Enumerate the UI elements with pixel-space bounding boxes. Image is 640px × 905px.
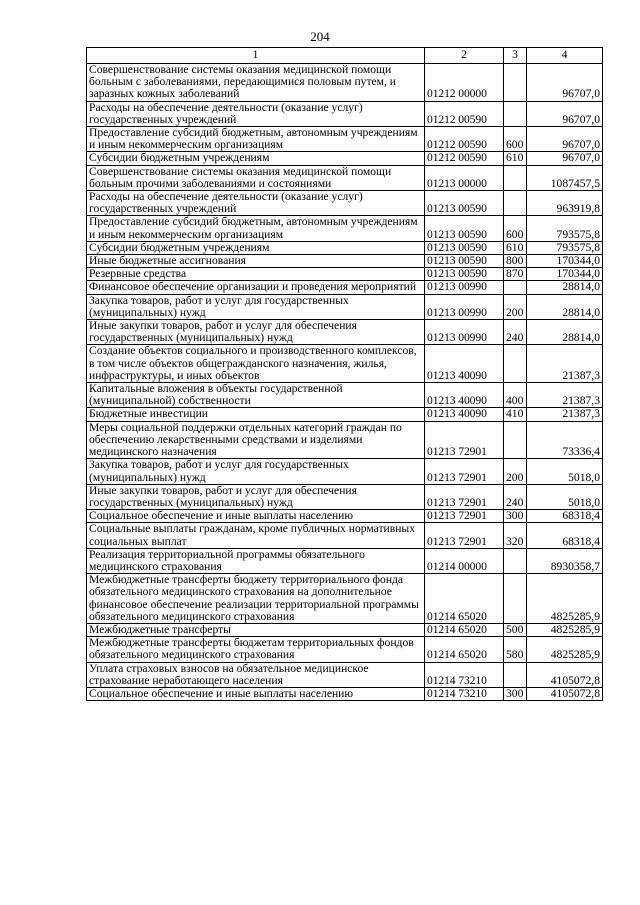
- table-row: [87, 484, 603, 509]
- row-type: [504, 101, 527, 126]
- table-row: [87, 241, 603, 254]
- row-name: Иные закупки товаров, работ и услуг для обеспечения государственных (муниципальных) нужд: [87, 320, 425, 345]
- row-name: Меры социальной поддержки отдельных категорий граждан по обеспечению лекарственными средствами и изделиями медицинского назначения: [87, 421, 425, 459]
- table-row: [87, 191, 603, 216]
- row-code: 01213 00590: [425, 241, 504, 254]
- row-code: 01214 73210: [425, 662, 504, 687]
- row-sum: 5018,0: [527, 459, 603, 484]
- row-code: 01213 72901: [425, 459, 504, 484]
- row-code: 01213 40090: [425, 345, 504, 383]
- table-row: [87, 510, 603, 523]
- row-name: Субсидии бюджетным учреждениям: [87, 152, 425, 165]
- table-row: [87, 152, 603, 165]
- row-code: 01214 73210: [425, 687, 504, 700]
- row-name: Капитальные вложения в объекты государственной (муниципальной) собственности: [87, 383, 425, 408]
- row-name: Резервные средства: [87, 268, 425, 281]
- row-type: 320: [504, 523, 527, 548]
- table-row: [87, 662, 603, 687]
- row-sum: 21387,3: [527, 345, 603, 383]
- row-type: 200: [504, 294, 527, 319]
- table-row: [87, 548, 603, 573]
- row-type: [504, 345, 527, 383]
- row-name: Межбюджетные трансферты бюджетам территориальных фондов обязательного медицинского страхования: [87, 637, 425, 662]
- row-code: 01213 72901: [425, 510, 504, 523]
- row-type: 200: [504, 459, 527, 484]
- row-name: Уплата страховых взносов на обязательное медицинское страхование неработающего населения: [87, 662, 425, 687]
- budget-table: [86, 47, 603, 701]
- row-name: Закупка товаров, работ и услуг для государственных (муниципальных) нужд: [87, 459, 425, 484]
- row-name: Иные закупки товаров, работ и услуг для обеспечения государственных (муниципальных) нужд: [87, 484, 425, 509]
- row-name: Социальные выплаты гражданам, кроме публичных нормативных социальных выплат: [87, 523, 425, 548]
- row-name: Совершенствование системы оказания медицинской помощи больным прочими заболеваниями и состояниями: [87, 165, 425, 190]
- row-type: [504, 548, 527, 573]
- row-sum: 96707,0: [527, 64, 603, 102]
- row-type: [504, 662, 527, 687]
- table-row: [87, 320, 603, 345]
- header-col-code: 2: [425, 48, 504, 64]
- table-row: [87, 623, 603, 636]
- row-type: 500: [504, 623, 527, 636]
- row-type: 870: [504, 268, 527, 281]
- row-sum: 170344,0: [527, 268, 603, 281]
- row-sum: 68318,4: [527, 510, 603, 523]
- row-name: Реализация территориальной программы обязательного медицинского страхования: [87, 548, 425, 573]
- table-row: [87, 101, 603, 126]
- row-code: 01213 72901: [425, 523, 504, 548]
- row-type: 300: [504, 510, 527, 523]
- row-name: Субсидии бюджетным учреждениям: [87, 241, 425, 254]
- header-col-name: 1: [87, 48, 425, 64]
- row-type: 300: [504, 687, 527, 700]
- table-row: [87, 268, 603, 281]
- page-number: 204: [310, 29, 330, 44]
- row-type: [504, 421, 527, 459]
- header-col-type: 3: [504, 48, 527, 64]
- table-row: [87, 574, 603, 624]
- header-col-sum: 4: [527, 48, 603, 64]
- row-type: 800: [504, 255, 527, 268]
- row-sum: 28814,0: [527, 281, 603, 294]
- row-code: 01212 00000: [425, 64, 504, 102]
- row-sum: 21387,3: [527, 408, 603, 421]
- row-code: 01213 72901: [425, 484, 504, 509]
- table-row: [87, 459, 603, 484]
- row-sum: 8930358,7: [527, 548, 603, 573]
- row-code: 01214 65020: [425, 637, 504, 662]
- row-name: Предоставление субсидий бюджетным, автономным учреждениям и иным некоммерческим организациям: [87, 127, 425, 152]
- table-row: [87, 255, 603, 268]
- row-code: 01213 40090: [425, 383, 504, 408]
- table-row: [87, 408, 603, 421]
- table-row: [87, 345, 603, 383]
- row-type: 240: [504, 320, 527, 345]
- row-type: [504, 165, 527, 190]
- row-name: Социальное обеспечение и иные выплаты населению: [87, 510, 425, 523]
- table-row: [87, 421, 603, 459]
- row-code: 01213 00990: [425, 320, 504, 345]
- row-type: [504, 64, 527, 102]
- row-code: 01214 65020: [425, 623, 504, 636]
- table-row: [87, 165, 603, 190]
- row-sum: 96707,0: [527, 101, 603, 126]
- row-sum: 4105072,8: [527, 687, 603, 700]
- row-type: 600: [504, 216, 527, 241]
- table-row: [87, 216, 603, 241]
- header-row: [87, 48, 603, 64]
- row-code: 01213 00000: [425, 165, 504, 190]
- table-row: [87, 127, 603, 152]
- row-name: Закупка товаров, работ и услуг для государственных (муниципальных) нужд: [87, 294, 425, 319]
- row-sum: 21387,3: [527, 383, 603, 408]
- row-code: 01213 00590: [425, 216, 504, 241]
- row-code: 01213 00590: [425, 268, 504, 281]
- table-row: [87, 523, 603, 548]
- row-sum: 68318,4: [527, 523, 603, 548]
- row-code: 01213 40090: [425, 408, 504, 421]
- row-name: Иные бюджетные ассигнования: [87, 255, 425, 268]
- row-type: 610: [504, 241, 527, 254]
- row-sum: 5018,0: [527, 484, 603, 509]
- row-type: 610: [504, 152, 527, 165]
- row-name: Социальное обеспечение и иные выплаты населению: [87, 687, 425, 700]
- row-code: 01214 65020: [425, 574, 504, 624]
- row-name: Финансовое обеспечение организации и проведения мероприятий: [87, 281, 425, 294]
- row-name: Межбюджетные трансферты: [87, 623, 425, 636]
- row-name: Создание объектов социального и производственного комплексов, в том числе объектов общегражданского назначения, жилья, инфраструктуры, и иных объектов: [87, 345, 425, 383]
- row-type: 580: [504, 637, 527, 662]
- row-sum: 793575,8: [527, 241, 603, 254]
- row-sum: 96707,0: [527, 152, 603, 165]
- row-code: 01212 00590: [425, 127, 504, 152]
- table-row: [87, 294, 603, 319]
- row-sum: 1087457,5: [527, 165, 603, 190]
- row-sum: 28814,0: [527, 294, 603, 319]
- row-code: 01213 00590: [425, 191, 504, 216]
- row-type: 600: [504, 127, 527, 152]
- row-sum: 4825285,9: [527, 623, 603, 636]
- row-code: 01213 00990: [425, 281, 504, 294]
- row-sum: 4825285,9: [527, 574, 603, 624]
- row-type: 240: [504, 484, 527, 509]
- row-sum: 4825285,9: [527, 637, 603, 662]
- row-name: Бюджетные инвестиции: [87, 408, 425, 421]
- row-type: 410: [504, 408, 527, 421]
- row-sum: 73336,4: [527, 421, 603, 459]
- row-type: [504, 281, 527, 294]
- row-sum: 4105072,8: [527, 662, 603, 687]
- row-type: [504, 191, 527, 216]
- row-code: 01213 00990: [425, 294, 504, 319]
- row-sum: 28814,0: [527, 320, 603, 345]
- row-code: 01212 00590: [425, 101, 504, 126]
- row-code: 01213 00590: [425, 255, 504, 268]
- row-sum: 963919,8: [527, 191, 603, 216]
- row-sum: 96707,0: [527, 127, 603, 152]
- table-row: [87, 687, 603, 700]
- table-row: [87, 383, 603, 408]
- row-type: [504, 574, 527, 624]
- row-sum: 170344,0: [527, 255, 603, 268]
- row-name: Расходы на обеспечение деятельности (оказание услуг) государственных учреждений: [87, 191, 425, 216]
- table-row: [87, 637, 603, 662]
- row-name: Предоставление субсидий бюджетным, автономным учреждениям и иным некоммерческим организациям: [87, 216, 425, 241]
- row-code: 01213 72901: [425, 421, 504, 459]
- row-name: Межбюджетные трансферты бюджету территориального фонда обязательного медицинского страхования на дополнительное финансовое обеспечение реализации территориальной программы обязательного медицинского страхования: [87, 574, 425, 624]
- row-code: 01214 00000: [425, 548, 504, 573]
- table-row: [87, 281, 603, 294]
- row-name: Расходы на обеспечение деятельности (оказание услуг) государственных учреждений: [87, 101, 425, 126]
- row-sum: 793575,8: [527, 216, 603, 241]
- row-name: Совершенствование системы оказания медицинской помощи больным с заболеваниями, передающимися половым путем, и заразных кожных заболеваний: [87, 64, 425, 102]
- row-code: 01212 00590: [425, 152, 504, 165]
- table-row: [87, 64, 603, 102]
- row-type: 400: [504, 383, 527, 408]
